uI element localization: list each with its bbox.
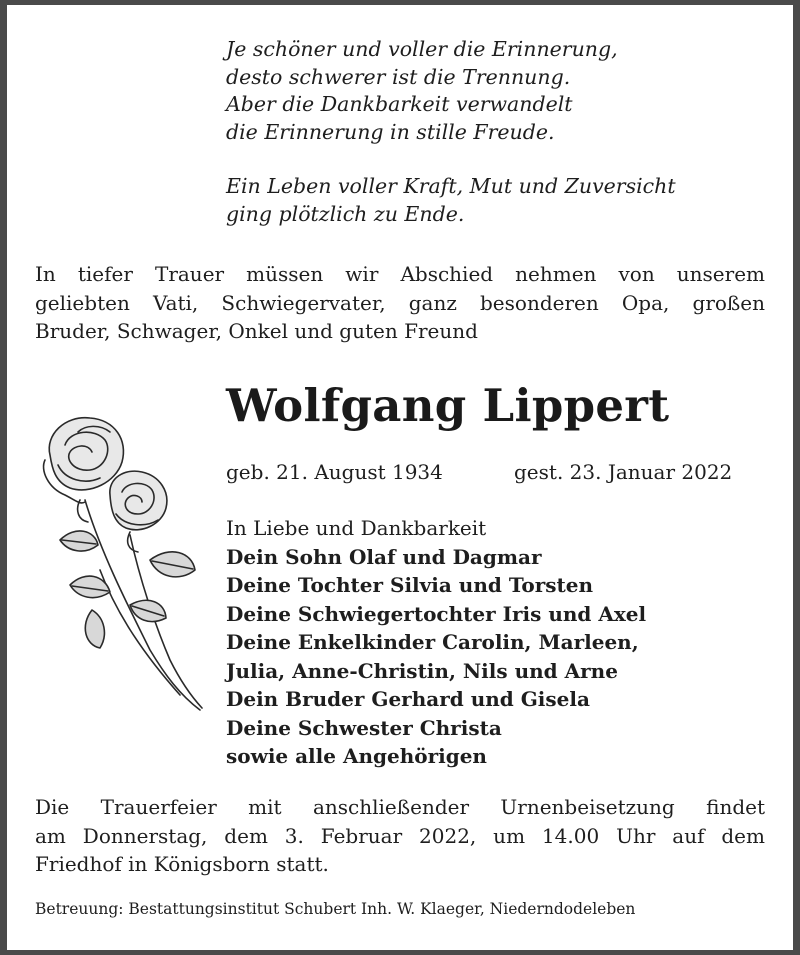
mourners-lead: In Liebe und Dankbarkeit [226, 516, 487, 540]
funeral-home-credit: Betreuung: Bestattungsinstitut Schubert Inh. W. Klaeger, Niederndodeleben [35, 900, 636, 918]
mourner-line: Deine Schwester Christa [226, 715, 502, 740]
intro-text [35, 260, 765, 346]
poem-stanza-2 [226, 173, 766, 228]
poem-line: Aber die Dankbarkeit verwandelt [226, 92, 573, 116]
poem-line: Ein Leben voller Kraft, Mut und Zuversicht [226, 174, 676, 198]
intro-line: In tiefer Trauer müssen wir Abschied nehmen von unserem [35, 262, 765, 286]
mourner-line: Dein Bruder Gerhard und Gisela [226, 687, 590, 711]
birth-date: geb. 21. August 1934 [226, 460, 443, 484]
poem-line: die Erinnerung in stille Freude. [226, 119, 555, 144]
mourner-line: Deine Enkelkinder Carolin, Marleen, [226, 630, 639, 654]
mourner-line: Dein Sohn Olaf und Dagmar [226, 544, 542, 569]
poem-line: ging plötzlich zu Ende. [226, 201, 465, 226]
service-line: am Donnerstag, dem 3. Februar 2022, um 14.00 Uhr auf dem [35, 823, 765, 848]
death-date: gest. 23. Januar 2022 [514, 460, 733, 484]
mourner-line: Deine Tochter Silvia und Torsten [226, 573, 594, 597]
mourners-list [226, 514, 766, 771]
funeral-service-info [35, 793, 765, 879]
mourner-line: sowie alle Angehörigen [226, 744, 487, 768]
service-line: Die Trauerfeier mit anschließender Urnenbeisetzung findet [35, 795, 765, 819]
poem-line: desto schwerer ist die Trennung. [226, 64, 571, 89]
mourner-line: Deine Schwiegertochter Iris und Axel [226, 601, 647, 626]
mourner-line: Julia, Anne-Christin, Nils und Arne [226, 658, 618, 683]
service-line: Friedhof in Königsborn statt. [35, 852, 329, 876]
deceased-name: Wolfgang Lippert [226, 379, 670, 432]
intro-line: geliebten Vati, Schwiegervater, ganz besonderen Opa, großen [35, 290, 765, 315]
poem-stanza-1 [226, 36, 766, 146]
memorial-poem [226, 36, 766, 255]
roses-illustration-icon [30, 410, 210, 720]
poem-line: Je schöner und voller die Erinnerung, [226, 37, 618, 61]
intro-line: Bruder, Schwager, Onkel und guten Freund [35, 319, 478, 343]
